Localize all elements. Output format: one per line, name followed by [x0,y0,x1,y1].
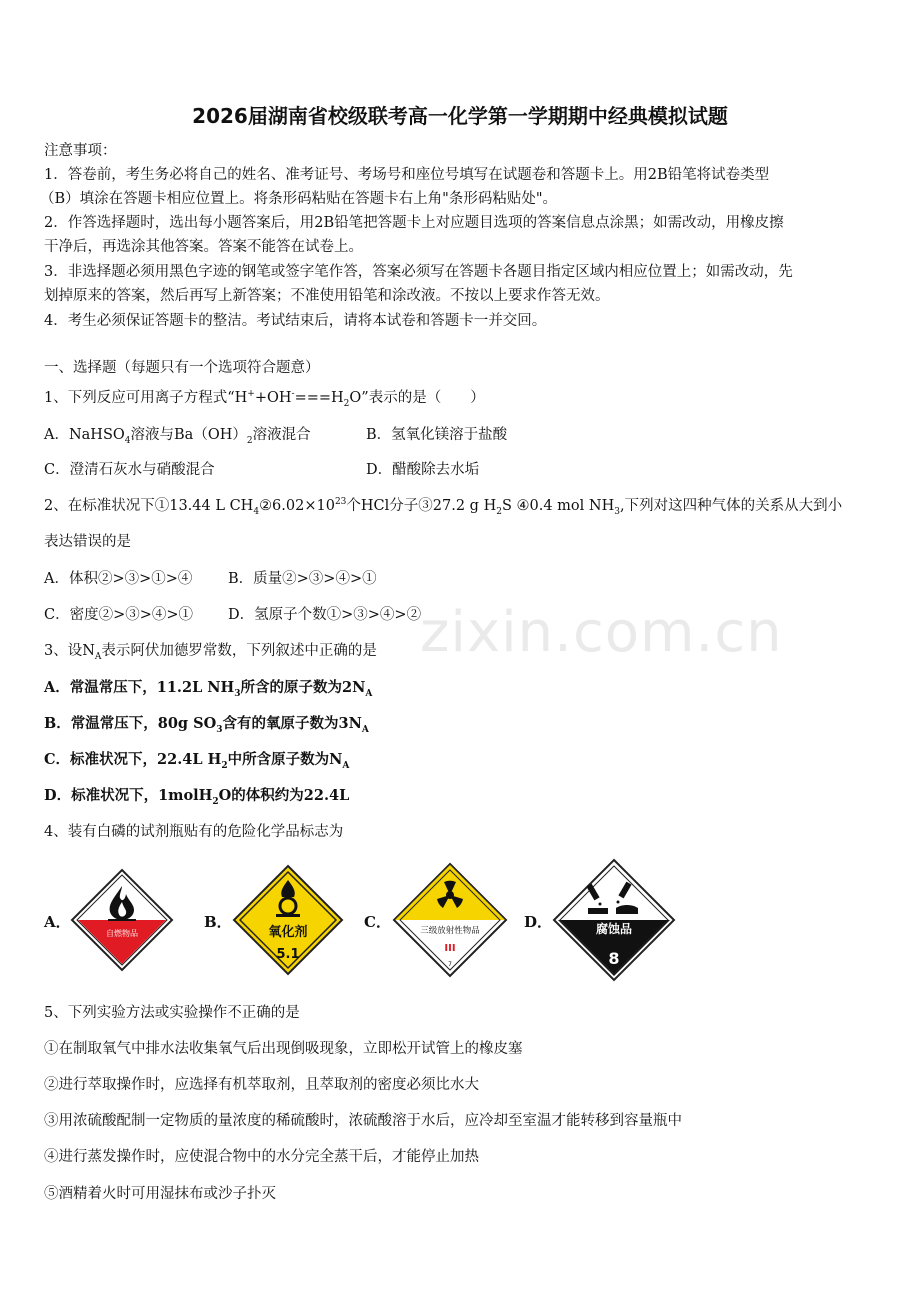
sign-c-number: 7 [448,961,452,968]
question-5-item-4: ④进行蒸发操作时，应使混合物中的水分完全蒸干后，才能停止加热 [44,1149,479,1165]
flammable-solid-sign-icon [70,868,174,972]
sign-a-text: 自燃物品 [106,929,138,938]
question-5-stem: 5、下列实验方法或实验操作不正确的是 [44,1005,300,1021]
note-1-line-2: （B）填涂在答题卡相应位置上。将条形码粘贴在答题卡右上角"条形码粘贴处"。 [40,191,557,207]
note-4: 4．考生必须保证答题卡的整洁。考试结束后，请将本试卷和答题卡一并交回。 [44,313,547,329]
sign-b-text: 氧化剂 [268,925,308,940]
note-2-line-2: 干净后，再选涂其他答案。答案不能答在试卷上。 [44,239,363,255]
question-3-option-c: C．标准状况下，22.4L $H_2$中所含原子数为$N_A$ [44,751,350,771]
question-5-item-3: ③用浓硫酸配制一定物质的量浓度的稀硫酸时，浓硫酸溶于水后，应冷却至室温才能转移到容量瓶中 [44,1113,682,1129]
note-3-line-1: 3．非选择题必须用黑色字迹的钢笔或签字笔作答，答案必须写在答题卡各题目指定区域内相应位置上；如需改动，先 [44,264,793,280]
question-4-label-c: C． [364,913,391,931]
sign-b-number: 5.1 [276,947,300,962]
question-5-item-1: ①在制取氧气中排水法收集氧气后出现倒吸现象，立即松开试管上的橡皮塞 [44,1041,523,1057]
question-3-option-b: B．常温常压下，80g $SO_3$含有的氧原子数为$3N_A$ [44,715,369,735]
question-5-item-5: ⑤酒精着火时可用湿抹布或沙子扑灭 [44,1186,276,1202]
notes-heading: 注意事项： [44,143,117,159]
question-2-option-d: D．氢原子个数①>③>④>② [228,607,422,623]
question-2-stem-line-2: 表达错误的是 [44,534,131,550]
question-1-option-a: A．NaHSO$_4$溶液与$Ba(OH)_2$溶液混合 [44,427,311,446]
question-3-option-d: D．标准状况下，1molH$_2$O的体积约为22.4L [44,787,350,807]
question-5-item-2: ②进行萃取操作时，应选择有机萃取剂，且萃取剂的密度必须比水大 [44,1077,479,1093]
question-2-option-b: B．质量②>③>④>① [228,571,377,587]
page-title: 2026届湖南省校级联考高一化学第一学期期中经典模拟试题 [192,104,728,128]
question-4-stem: 4、装有白磷的试剂瓶贴有的危险化学品标志为 [44,824,344,840]
note-1-line-1: 1．答卷前，考生务必将自己的姓名、准考证号、考场号和座位号填写在试题卷和答题卡上。用2B铅笔将试卷类型 [44,167,770,183]
corrosive-sign-icon [552,858,676,982]
note-3-line-2: 划掉原来的答案，然后再写上新答案；不准使用铅笔和涂改液。不按以上要求作答无效。 [44,288,610,304]
sign-c-roman: III [444,943,456,954]
question-4-label-d: D． [524,913,553,931]
question-1-option-c: C．澄清石灰水与硝酸混合 [44,462,215,478]
note-2-line-1: 2．作答选择题时，选出每小题答案后，用2B铅笔把答题卡上对应题目选项的答案信息点涂黑；如需改动，用橡皮擦 [44,215,784,231]
question-2-stem: 2、在标准状况下①13.44 L $CH_4②6.02\times 10^{23}$个HCl分子③27.2 g $H_2S$ ④0.4 mol $NH_3$,下列对这四种气体的关系从大到小 [44,497,843,517]
question-1-stem: 1、下列反应可用离子方程式“$H^++OH^-===H_2O$”表示的是（ ） [44,389,485,409]
question-3-stem: 3、设$N_A$表示阿伏加德罗常数，下列叙述中正确的是 [44,643,377,662]
watermark: zixin.com.cn [420,600,783,665]
sign-d-text: 腐蚀品 [595,922,633,936]
question-2-option-c: C．密度②>③>④>① [44,607,194,623]
question-1-option-b: B．氢氧化镁溶于盐酸 [366,427,508,443]
oxidizer-sign-icon [232,864,344,976]
sign-c-text: 三级放射性物品 [420,926,480,936]
radioactive-sign-icon [392,862,508,978]
question-2-option-a: A．体积②>③>①>④ [44,571,193,587]
question-4-label-a: A． [44,913,71,931]
sign-d-number: 8 [608,949,620,968]
question-4-label-b: B． [204,913,232,931]
question-1-option-d: D．醋酸除去水垢 [366,462,480,478]
question-3-option-a: A．常温常压下，11.2L $NH_3$所含的原子数为$2N_A$ [44,679,373,699]
section-heading: 一、选择题（每题只有一个选项符合题意） [44,360,320,376]
